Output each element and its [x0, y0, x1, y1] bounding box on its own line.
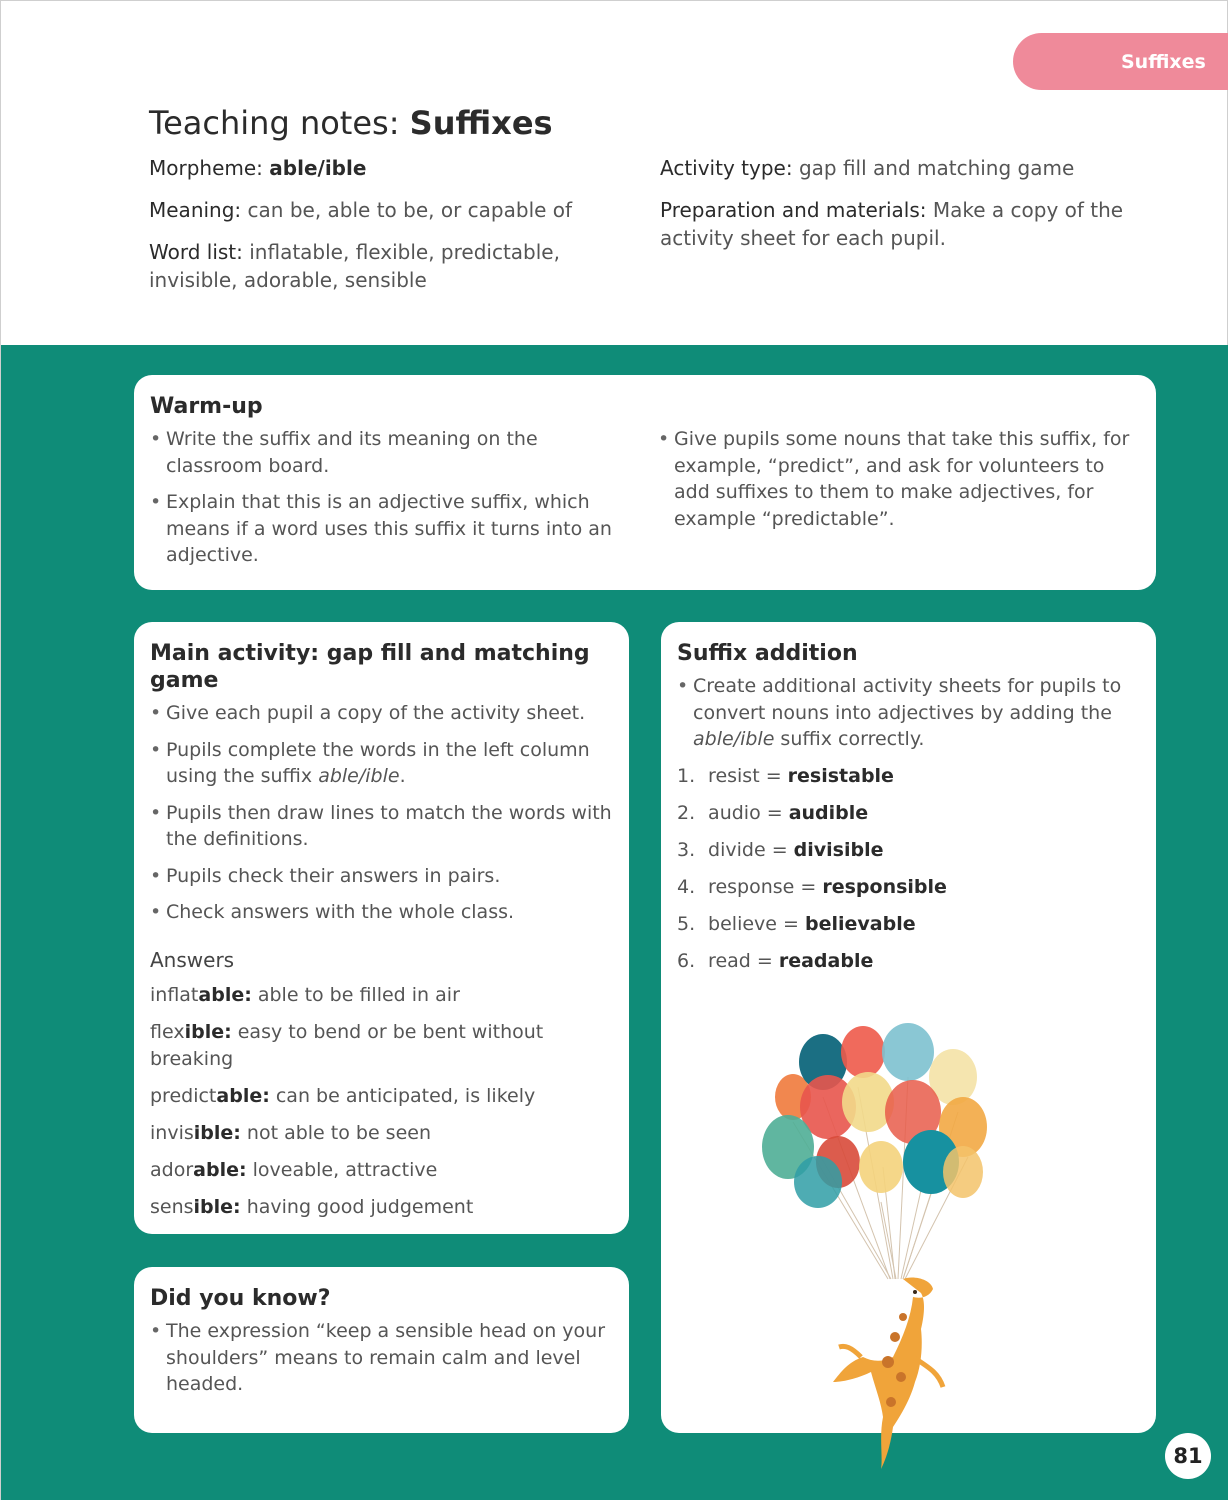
list-item: • Pupils check their answers in pairs.: [150, 863, 613, 890]
preparation-line: Preparation and materials: Make a copy of the activity sheet for each pupil.: [660, 198, 1124, 250]
answer-item: flexible: easy to bend or be bent without breaking: [150, 1020, 544, 1070]
warmup-card: [134, 375, 1156, 590]
wordlist-line: Word list: inflatable, flexible, predictable, invisible, adorable, sensible: [149, 240, 560, 292]
list-item: • Create additional activity sheets for pupils to convert nouns into adjectives by adding the able/ible suffix correctly.: [677, 673, 1140, 753]
giraffe-icon: [833, 1277, 943, 1469]
list-item: • Pupils complete the words in the left column using the suffix able/ible.: [150, 737, 613, 790]
answer-item: sensible: having good judgement: [150, 1195, 474, 1218]
section-tab-label: Suffixes: [1121, 50, 1206, 73]
answers-heading: Answers: [150, 947, 235, 972]
list-item: • The expression “keep a sensible head on your shoulders” means to remain calm and level headed.: [150, 1318, 613, 1398]
list-item: 3. divide = divisible: [677, 838, 884, 861]
answer-item: invisible: not able to be seen: [150, 1121, 432, 1144]
list-item: • Give pupils some nouns that take this suffix, for example, “predict”, and ask for volunteers to add suffixes to them to make adjectives, for example “predictable”.: [658, 426, 1136, 532]
answer-item: adorable: loveable, attractive: [150, 1158, 438, 1181]
did-you-know-list: [150, 1318, 613, 1398]
main-activity-list: [150, 700, 613, 926]
meaning-line: Meaning: can be, able to be, or capable of: [149, 198, 573, 222]
page-number: 81: [1165, 1433, 1211, 1479]
giraffe-balloons-illustration: [753, 1017, 993, 1472]
morpheme-line: Morpheme: able/ible: [149, 156, 367, 180]
warmup-heading: Warm-up: [150, 394, 263, 419]
suffix-addition-intro-list: [677, 673, 1140, 753]
list-item: 5. believe = believable: [677, 912, 916, 935]
answer-item: predictable: can be anticipated, is likely: [150, 1084, 536, 1107]
list-item: • Explain that this is an adjective suffix, which means if a word uses this suffix it turns into an adjective.: [150, 489, 630, 569]
suffix-addition-numbered-list: [677, 763, 1140, 975]
list-item: • Give each pupil a copy of the activity sheet.: [150, 700, 613, 727]
list-item: 6. read = readable: [677, 949, 874, 972]
activity-type-line: Activity type: gap fill and matching game: [660, 156, 1075, 180]
list-item: • Write the suffix and its meaning on the classroom board.: [150, 426, 630, 479]
list-item: 2. audio = audible: [677, 801, 869, 824]
page-title: Teaching notes: Suffixes: [149, 104, 553, 142]
section-tab: [1013, 33, 1228, 90]
warmup-right-list: [658, 426, 1136, 579]
answer-item: inflatable: able to be filled in air: [150, 983, 460, 1006]
list-item: • Pupils then draw lines to match the words with the definitions.: [150, 800, 613, 853]
did-you-know-heading: Did you know?: [150, 1286, 331, 1311]
main-activity-heading: Main activity: gap fill and matching game: [150, 641, 590, 693]
did-you-know-card: [134, 1267, 629, 1433]
list-item: 1. resist = resistable: [677, 764, 894, 787]
balloon-icon: [762, 1023, 987, 1208]
main-activity-card: [134, 622, 629, 1234]
list-item: • Check answers with the whole class.: [150, 899, 613, 926]
list-item: 4. response = responsible: [677, 875, 947, 898]
warmup-left-list: [150, 426, 630, 579]
suffix-addition-heading: Suffix addition: [677, 641, 858, 666]
